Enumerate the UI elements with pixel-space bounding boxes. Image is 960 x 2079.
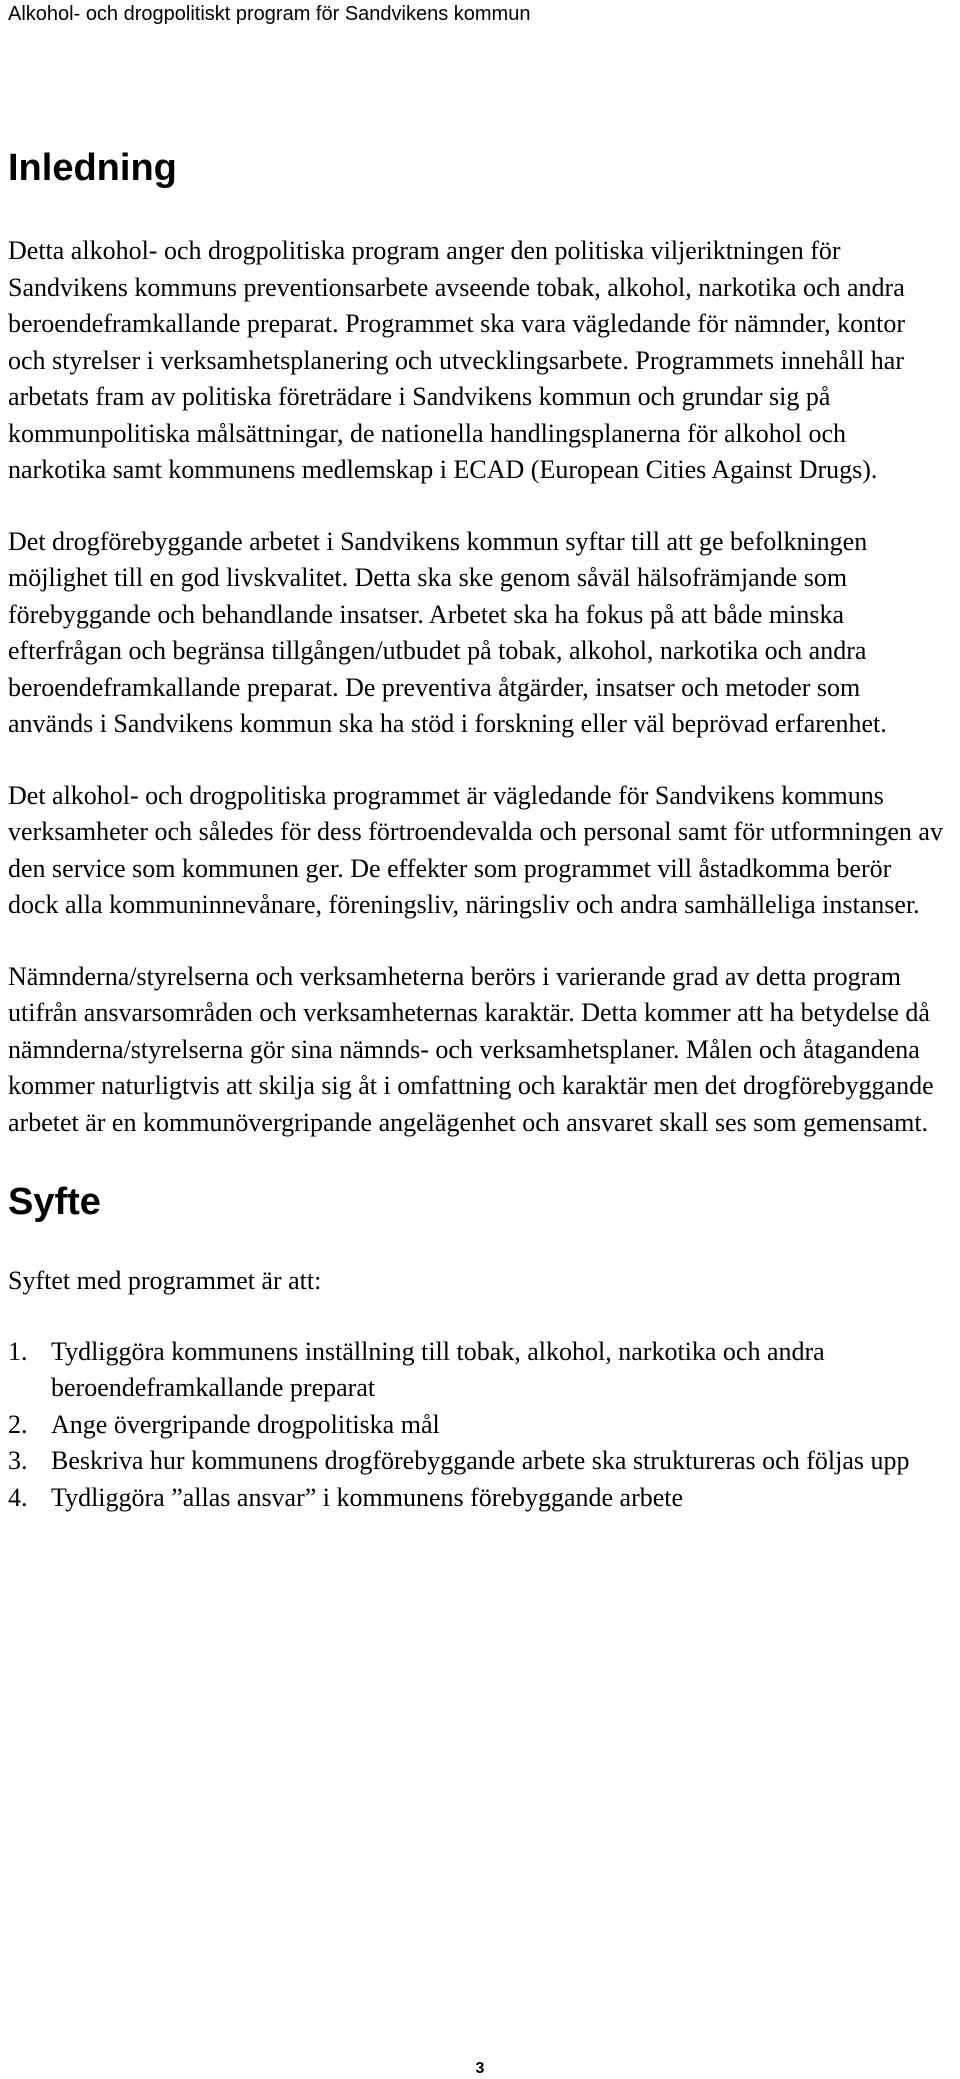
list-item-number: 1. [8,1336,28,1366]
list-item-number: 3. [8,1446,28,1475]
paragraph: Detta alkohol- och drogpolitiska program anger den politiska viljeriktningen för Sandvikens kommuns preventionsarbete avseende tobak, alkohol, narkotika och andra beroendeframkallande preparat. Programmet ska vara vägledande för nämnder, kontor och styrelser i verksamhetsplanering och utvecklingsarbete. Programmets innehåll har arbetats fram av politiska företrädare i Sandvikens kommun och grundar sig på kommunpolitiska målsättningar, de nationella handlingsplanerna för alkohol och narkotika samt kommunens medlemskap i ECAD (European Cities Against Drugs). [8,236,906,484]
goal-list [8,1334,948,1517]
page-number: 3 [475,2060,485,2077]
list-item-text: Beskriva hur kommunens drogförebyggande arbete ska struktureras och följas upp [51,1446,910,1475]
running-header: Alkohol- och drogpolitiskt program för Sandvikens kommun [8,3,531,25]
paragraph: Nämnderna/styrelserna och verksamheterna berörs i varierande grad av detta program utifrån ansvarsområden och verksamheternas karaktär. Detta kommer att ha betydelse då nämnderna/styrelserna gör sina nämnds- och verksamhetsplaner. Målen och åtagandena kommer naturligtvis att skilja sig åt i omfattning och karaktär men det drogförebyggande arbetet är en kommunövergripande angelägenhet och ansvaret skall ses som gemensamt. [8,961,934,1137]
paragraph: Det alkohol- och drogpolitiska programmet är vägledande för Sandvikens kommuns verksamheter och således för dess förtroendevalda och personal samt för utformningen av den service som kommunen ger. De effekter som programmet vill åstadkomma berör dock alla kommuninnevånare, föreningsliv, näringsliv och andra samhälleliga instanser. [8,780,943,919]
document-body [8,145,948,1516]
list-item-text: Ange övergripande drogpolitiska mål [51,1409,440,1439]
list-item-text: Tydliggöra ”allas ansvar” i kommunens förebyggande arbete [51,1482,684,1512]
list-item [8,1407,948,1444]
list-item [8,1443,948,1480]
list-item-text: Tydliggöra kommunens inställning till tobak, alkohol, narkotika och andra beroendeframkallande preparat [51,1336,825,1402]
list-item-number: 2. [8,1409,28,1439]
section-heading-syfte: Syfte [8,1181,101,1223]
list-item-number: 4. [8,1482,28,1512]
section-heading-inledning: Inledning [8,147,177,189]
list-item [8,1334,948,1407]
syfte-lead-text: Syftet med programmet är att: [8,1266,322,1295]
list-item [8,1480,948,1517]
paragraph: Det drogförebyggande arbetet i Sandvikens kommun syftar till att ge befolkningen möjlighet till en god livskvalitet. Detta ska ske genom såväl hälsofrämjande som förebyggande och behandlande insatser. Arbetet ska ha fokus på att både minska efterfrågan och begränsa tillgången/utbudet på tobak, alkohol, narkotika och andra beroendeframkallande preparat. De preventiva åtgärder, insatser och metoder som används i Sandvikens kommun ska ha stöd i forskning eller väl beprövad erfarenhet. [8,526,887,738]
